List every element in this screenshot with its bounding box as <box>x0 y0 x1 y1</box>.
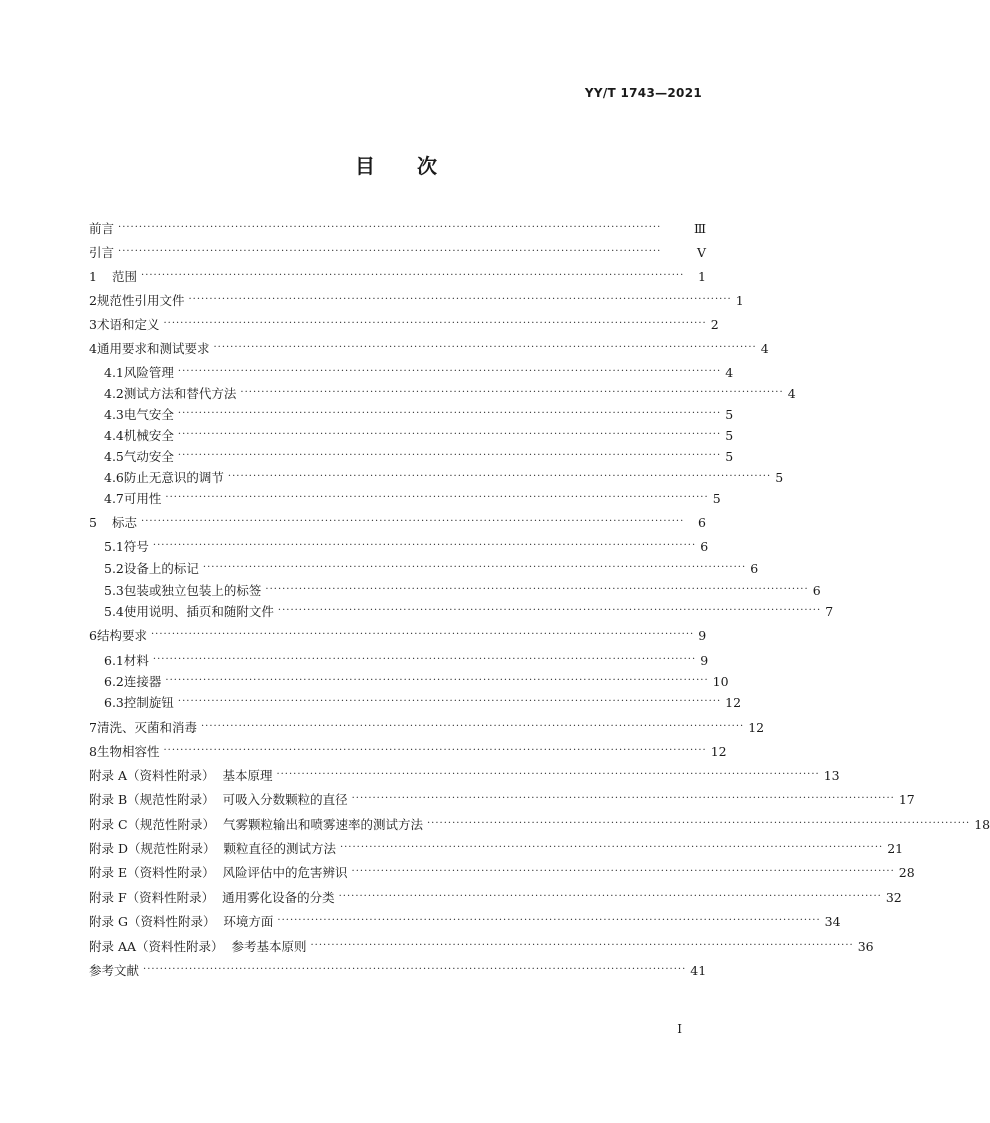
standard-code: YY/T 1743—2021 <box>584 86 702 100</box>
toc-entry[interactable] <box>89 290 744 310</box>
toc-entry[interactable] <box>104 671 729 691</box>
toc-entry-number: 5.1 <box>104 538 124 554</box>
toc-entry-number: 6.3 <box>104 694 124 710</box>
toc-entry-page: Ⅴ <box>696 244 706 260</box>
toc-leader-dots: ·································································································································· <box>227 471 772 482</box>
toc-leader-dots: ·································································································································· <box>141 270 685 281</box>
toc-entry-number: 5.3 <box>104 582 124 598</box>
toc-entry-page: 34 <box>824 913 841 929</box>
toc-entry[interactable] <box>89 789 915 809</box>
toc-entry[interactable] <box>104 558 759 578</box>
toc-entry-label: 附录 C（规范性附录） 气雾颗粒输出和喷雾速率的测试方法 <box>89 817 423 832</box>
toc-entry-label: 附录 F（资料性附录） 通用雾化设备的分类 <box>89 890 335 905</box>
toc-entry[interactable] <box>104 536 709 556</box>
toc-entry-number: 4.2 <box>104 385 124 401</box>
toc-leader-dots: ·································································································································· <box>177 366 722 377</box>
toc-leader-dots: ·································································································································· <box>277 915 821 926</box>
toc-entry-page: 18 <box>974 816 990 832</box>
toc-entry-number: 5.4 <box>104 603 124 619</box>
toc-leader-dots: ·································································································································· <box>177 696 722 707</box>
toc-entry-page: 5 <box>725 406 734 422</box>
toc-entry-page: Ⅲ <box>693 220 706 236</box>
toc-leader-dots: ·································································································································· <box>165 492 709 503</box>
toc-entry-label: 范围 <box>112 269 138 284</box>
toc-entry-label: 结构要求 <box>96 628 147 643</box>
toc-leader-dots: ·································································································································· <box>277 605 822 616</box>
toc-leader-dots: ·································································································································· <box>177 450 722 461</box>
toc-entry-label: 附录 AA（资料性附录） 参考基本原则 <box>89 939 307 954</box>
toc-entry-label: 通用要求和测试要求 <box>96 341 210 356</box>
toc-entry[interactable] <box>89 887 902 907</box>
toc-entry[interactable] <box>89 717 765 737</box>
toc-entry[interactable] <box>89 314 719 334</box>
toc-entry-label: 机械安全 <box>123 428 174 443</box>
toc-leader-dots: ·································································································································· <box>152 654 697 665</box>
toc-entry-label: 清洗、灭菌和消毒 <box>96 720 197 735</box>
toc-entry-label: 测试方法和替代方法 <box>123 386 237 401</box>
toc-entry[interactable] <box>89 218 706 238</box>
title-char-left: 目 <box>355 154 377 178</box>
toc-entry-page: 32 <box>885 889 902 905</box>
toc-entry-label: 控制旋钮 <box>123 695 174 710</box>
toc-leader-dots: ·································································································································· <box>276 769 820 780</box>
toc-entry-number: 4.5 <box>104 448 124 464</box>
toc-entry[interactable] <box>104 692 742 712</box>
toc-entry-number: 2 <box>89 292 97 308</box>
toc-entry-page: 5 <box>775 469 784 485</box>
toc-entry-label: 风险管理 <box>123 365 174 380</box>
toc-entry-number: 4.7 <box>104 490 124 506</box>
toc-entry-page: 1 <box>698 268 706 284</box>
toc-entry-label: 包装或独立包装上的标签 <box>123 583 262 598</box>
toc-leader-dots: ·································································································································· <box>118 222 662 233</box>
toc-leader-dots: ·································································································································· <box>150 629 695 640</box>
toc-leader-dots: ·································································································································· <box>118 246 662 257</box>
toc-entry-page: 12 <box>748 719 765 735</box>
toc-entry[interactable] <box>89 625 706 645</box>
toc-entry-page: 36 <box>857 938 874 954</box>
toc-entry-label: 符号 <box>123 539 149 554</box>
toc-entry[interactable] <box>89 862 915 882</box>
toc-entry-label: 连接器 <box>123 674 162 689</box>
toc-entry-label: 术语和定义 <box>96 317 160 332</box>
toc-entry[interactable] <box>89 338 769 358</box>
toc-entry-page: 17 <box>898 791 915 807</box>
toc-leader-dots: ·································································································································· <box>143 964 687 975</box>
toc-entry-page: 28 <box>898 864 915 880</box>
toc-entry[interactable] <box>104 362 734 382</box>
toc-entry-page: 12 <box>725 694 742 710</box>
toc-entry[interactable] <box>89 838 904 858</box>
toc-entry-label: 标志 <box>112 515 138 530</box>
toc-entry-label: 附录 D（规范性附录） 颗粒直径的测试方法 <box>89 841 336 856</box>
toc-entry[interactable] <box>104 425 734 445</box>
toc-entry-number: 8 <box>89 743 97 759</box>
toc-entry-page: 10 <box>712 673 729 689</box>
toc-entry-label: 参考文献 <box>89 963 140 978</box>
toc-entry-page: 4 <box>787 385 796 401</box>
toc-entry-page: 41 <box>690 962 707 978</box>
toc-leader-dots: ·································································································································· <box>265 584 809 595</box>
toc-entry-number: 4.1 <box>104 364 124 380</box>
toc-entry-number: 6.1 <box>104 652 124 668</box>
toc-entry[interactable] <box>89 266 706 286</box>
toc-leader-dots: ·································································································································· <box>177 408 722 419</box>
toc-entry-label: 气动安全 <box>123 449 174 464</box>
toc-leader-dots: ·································································································································· <box>339 842 884 853</box>
toc-entry-page: 13 <box>823 767 840 783</box>
toc-entry-number: 5 <box>89 514 97 530</box>
toc-entry-page: 9 <box>700 652 709 668</box>
toc-leader-dots: ·································································································································· <box>338 891 882 902</box>
toc-entry-page: 2 <box>710 316 719 332</box>
toc-entry-label: 防止无意识的调节 <box>123 470 224 485</box>
toc-entry[interactable] <box>104 383 796 403</box>
toc-entry-page: 6 <box>698 514 706 530</box>
toc-leader-dots: ·································································································································· <box>310 940 854 951</box>
toc-entry-label: 电气安全 <box>123 407 174 422</box>
toc-entry-label: 材料 <box>123 653 149 668</box>
toc-entry-page: 6 <box>750 560 759 576</box>
page-number: I <box>677 1022 682 1036</box>
toc-entry-label: 附录 E（资料性附录） 风险评估中的危害辨识 <box>89 865 348 880</box>
toc-entry-number: 7 <box>89 719 97 735</box>
toc-entry-label: 前言 <box>89 221 115 236</box>
title-char-right: 次 <box>417 154 439 178</box>
toc-entry-label: 可用性 <box>123 491 162 506</box>
toc-entry-label: 附录 G（资料性附录） 环境方面 <box>89 914 274 929</box>
toc-entry-number: 6 <box>89 627 97 643</box>
toc-entry-number: 1 <box>89 268 97 284</box>
toc-entry-page: 5 <box>725 448 734 464</box>
toc-entry-number: 4.3 <box>104 406 124 422</box>
toc-leader-dots: ·································································································································· <box>351 866 895 877</box>
toc-leader-dots: ·································································································································· <box>200 721 745 732</box>
toc-entry-number: 4 <box>89 340 97 356</box>
toc-entry-number: 5.2 <box>104 560 124 576</box>
toc-entry[interactable] <box>89 512 706 532</box>
toc-entry[interactable] <box>89 814 990 834</box>
toc-entry-label: 设备上的标记 <box>123 561 199 576</box>
toc-entry[interactable] <box>89 765 840 785</box>
toc-entry-page: 12 <box>710 743 727 759</box>
toc-entry-page: 6 <box>812 582 821 598</box>
toc-entry-label: 规范性引用文件 <box>96 293 185 308</box>
toc-entry[interactable] <box>104 601 834 621</box>
toc-entry-page: 21 <box>887 840 904 856</box>
toc-entry[interactable] <box>89 960 706 980</box>
toc-leader-dots: ·································································································································· <box>427 818 971 829</box>
toc-leader-dots: ·································································································································· <box>177 429 722 440</box>
toc-entry-page: 5 <box>725 427 734 443</box>
toc-leader-dots: ·································································································································· <box>141 516 685 527</box>
toc-entry-page: 5 <box>712 490 721 506</box>
toc-entry-label: 使用说明、插页和随附文件 <box>123 604 274 619</box>
toc-entry-number: 4.6 <box>104 469 124 485</box>
toc-leader-dots: ·································································································································· <box>213 342 757 353</box>
toc-entry-label: 引言 <box>89 245 115 260</box>
toc-leader-dots: ·································································································································· <box>351 793 895 804</box>
toc-entry-page: 4 <box>725 364 734 380</box>
toc-entry[interactable] <box>104 404 734 424</box>
toc-entry-page: 6 <box>700 538 709 554</box>
toc-entry-page: 9 <box>698 627 707 643</box>
toc-entry-label: 附录 B（规范性附录） 可吸入分数颗粒的直径 <box>89 792 348 807</box>
toc-entry-page: 1 <box>735 292 744 308</box>
toc-leader-dots: ·································································································································· <box>188 294 732 305</box>
toc-entry-number: 6.2 <box>104 673 124 689</box>
toc-entry[interactable] <box>89 911 841 931</box>
toc-entry-label: 附录 A（资料性附录） 基本原理 <box>89 768 273 783</box>
toc-entry-label: 生物相容性 <box>96 744 160 759</box>
toc-leader-dots: ·································································································································· <box>240 387 784 398</box>
toc-entry[interactable] <box>89 936 874 956</box>
page-title <box>0 150 794 179</box>
toc-entry[interactable] <box>89 741 727 761</box>
toc-entry[interactable] <box>104 650 709 670</box>
toc-entry[interactable] <box>104 580 821 600</box>
toc-entry[interactable] <box>89 242 706 262</box>
toc-leader-dots: ·································································································································· <box>163 318 707 329</box>
toc-entry[interactable] <box>104 467 784 487</box>
toc-entry[interactable] <box>104 446 734 466</box>
toc-leader-dots: ·································································································································· <box>202 562 747 573</box>
toc-leader-dots: ·································································································································· <box>152 540 697 551</box>
toc-entry-number: 3 <box>89 316 97 332</box>
toc-entry-number: 4.4 <box>104 427 124 443</box>
toc-entry[interactable] <box>104 488 721 508</box>
toc-entry-page: 7 <box>825 603 834 619</box>
toc-leader-dots: ·································································································································· <box>163 745 707 756</box>
toc-leader-dots: ·································································································································· <box>165 675 709 686</box>
toc-entry-page: 4 <box>760 340 769 356</box>
